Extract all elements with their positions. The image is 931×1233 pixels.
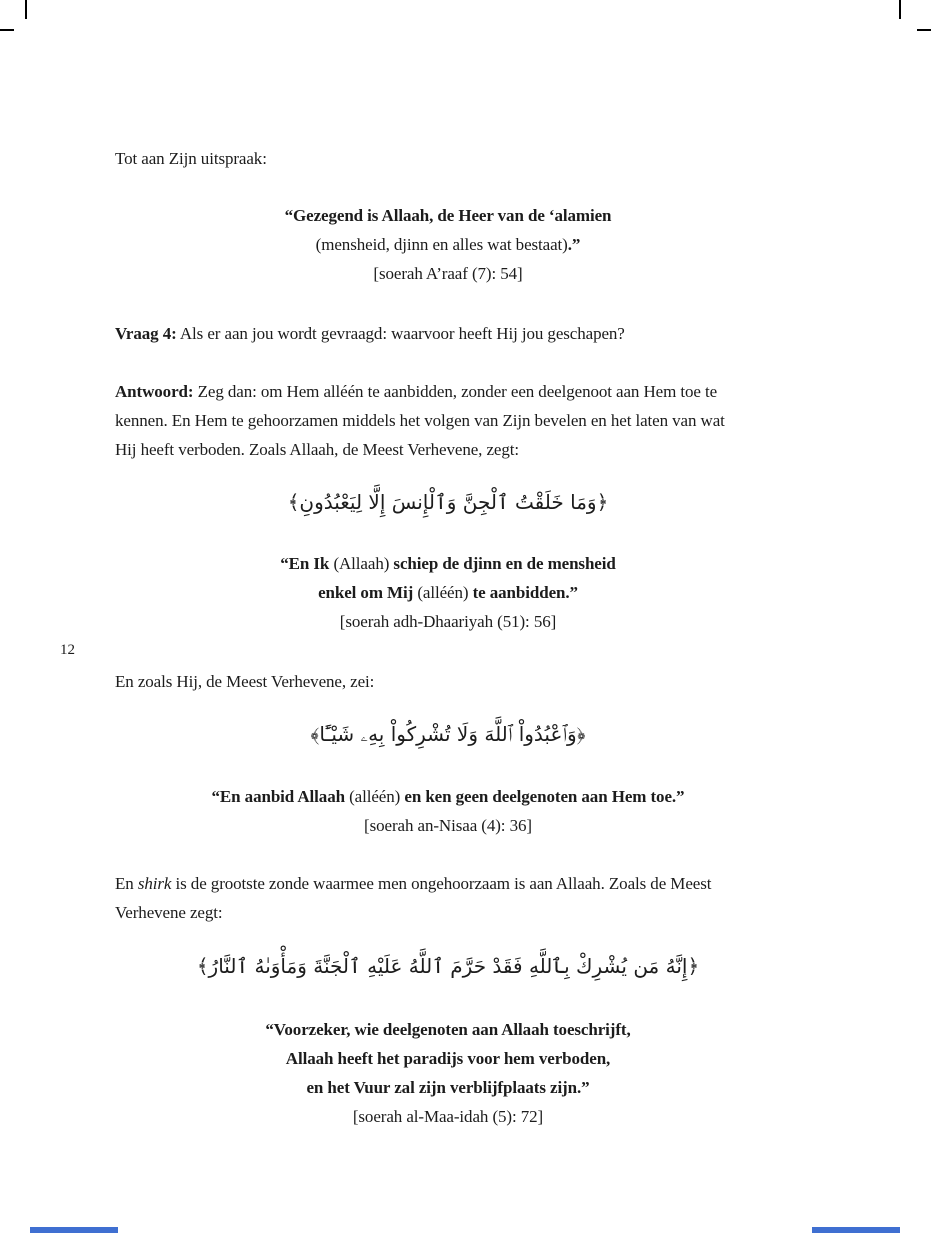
arabic-verse-nisaa: ﴿وَٱعْبُدُواْ ٱللَّهَ وَلَا تُشْرِكُواْ بِهِۦ شَيْـًٔا﴾ <box>310 722 586 746</box>
crop-mark-top-left-vertical <box>25 0 27 19</box>
quote-araf-line2: (mensheid, djinn en alles wat bestaat).” <box>315 235 581 254</box>
quote-araf-line1: “Gezegend is Allaah, de Heer van de ‘alamien <box>284 206 612 225</box>
transition-paragraph <box>115 667 781 696</box>
crop-mark-top-right-vertical <box>899 0 901 19</box>
shirk-term: shirk <box>137 874 172 893</box>
answer-paragraph <box>115 377 781 464</box>
quote-nisaa-reference: [soerah an-Nisaa (4): 36] <box>364 816 532 835</box>
answer-line1: Antwoord: Zeg dan: om Hem alléén te aanbidden, zonder een deelgenoot aan Hem toe te <box>115 382 718 401</box>
quote-dhaariyah-line1: “En Ik (Allaah) schiep de djinn en de mensheid <box>280 554 616 573</box>
shirk-line1: En shirk is de grootste zonde waarmee men ongehoorzaam is aan Allaah. Zoals de Meest <box>115 874 712 893</box>
shirk-paragraph <box>115 869 781 927</box>
answer-label: Antwoord: <box>115 382 194 401</box>
question-line: Vraag 4: Als er aan jou wordt gevraagd: waarvoor heeft Hij jou geschapen? <box>115 324 625 343</box>
page-number: 12 <box>60 642 75 658</box>
intro-paragraph <box>115 144 781 173</box>
quote-dhaariyah-line2: enkel om Mij (alléén) te aanbidden.” <box>318 583 578 602</box>
answer-line3: Hij heeft verboden. Zoals Allaah, de Meest Verhevene, zegt: <box>115 440 520 459</box>
quote-maaidah <box>115 1015 781 1131</box>
question-label: Vraag 4: <box>115 324 177 343</box>
transition-text: En zoals Hij, de Meest Verhevene, zei: <box>115 672 375 691</box>
intro-text: Tot aan Zijn uitspraak: <box>115 149 267 168</box>
crop-mark-top-left-horizontal <box>0 29 14 31</box>
quote-maaidah-line3: en het Vuur zal zijn verblijfplaats zijn.” <box>306 1078 590 1097</box>
bottom-left-blue-mark <box>30 1227 118 1233</box>
quote-nisaa <box>115 782 781 840</box>
quote-maaidah-line1: “Voorzeker, wie deelgenoten aan Allaah toeschrijft, <box>265 1020 631 1039</box>
quote-nisaa-line1: “En aanbid Allaah (alléén) en ken geen deelgenoten aan Hem toe.” <box>211 787 685 806</box>
arabic-verse-maaidah: ﴿إِنَّهُ مَن يُشْرِكْ بِٱللَّهِ فَقَدْ حَرَّمَ ٱللَّهُ عَلَيْهِ ٱلْجَنَّةَ وَمَأْوَىٰهُ ٱلنَّارُ﴾ <box>196 954 700 978</box>
quote-maaidah-line2: Allaah heeft het paradijs voor hem verboden, <box>285 1049 611 1068</box>
quote-dhaariyah-reference: [soerah adh-Dhaariyah (51): 56] <box>339 612 557 631</box>
question-paragraph <box>115 319 781 348</box>
answer-line2: kennen. En Hem te gehoorzamen middels het volgen van Zijn bevelen en het laten van wat <box>115 411 725 430</box>
arabic-verse-dhaariyah: ﴿وَمَا خَلَقْتُ ٱلْجِنَّ وَٱلْإِنسَ إِلَّا لِيَعْبُدُونِ﴾ <box>287 490 609 514</box>
quote-araf <box>115 201 781 288</box>
shirk-line2: Verhevene zegt: <box>115 903 223 922</box>
quote-araf-reference: [soerah A’raaf (7): 54] <box>373 264 523 283</box>
crop-mark-top-right-horizontal <box>917 29 931 31</box>
bottom-right-blue-mark <box>812 1227 900 1233</box>
quote-dhaariyah <box>115 549 781 636</box>
quote-maaidah-reference: [soerah al-Maa-idah (5): 72] <box>352 1107 544 1126</box>
